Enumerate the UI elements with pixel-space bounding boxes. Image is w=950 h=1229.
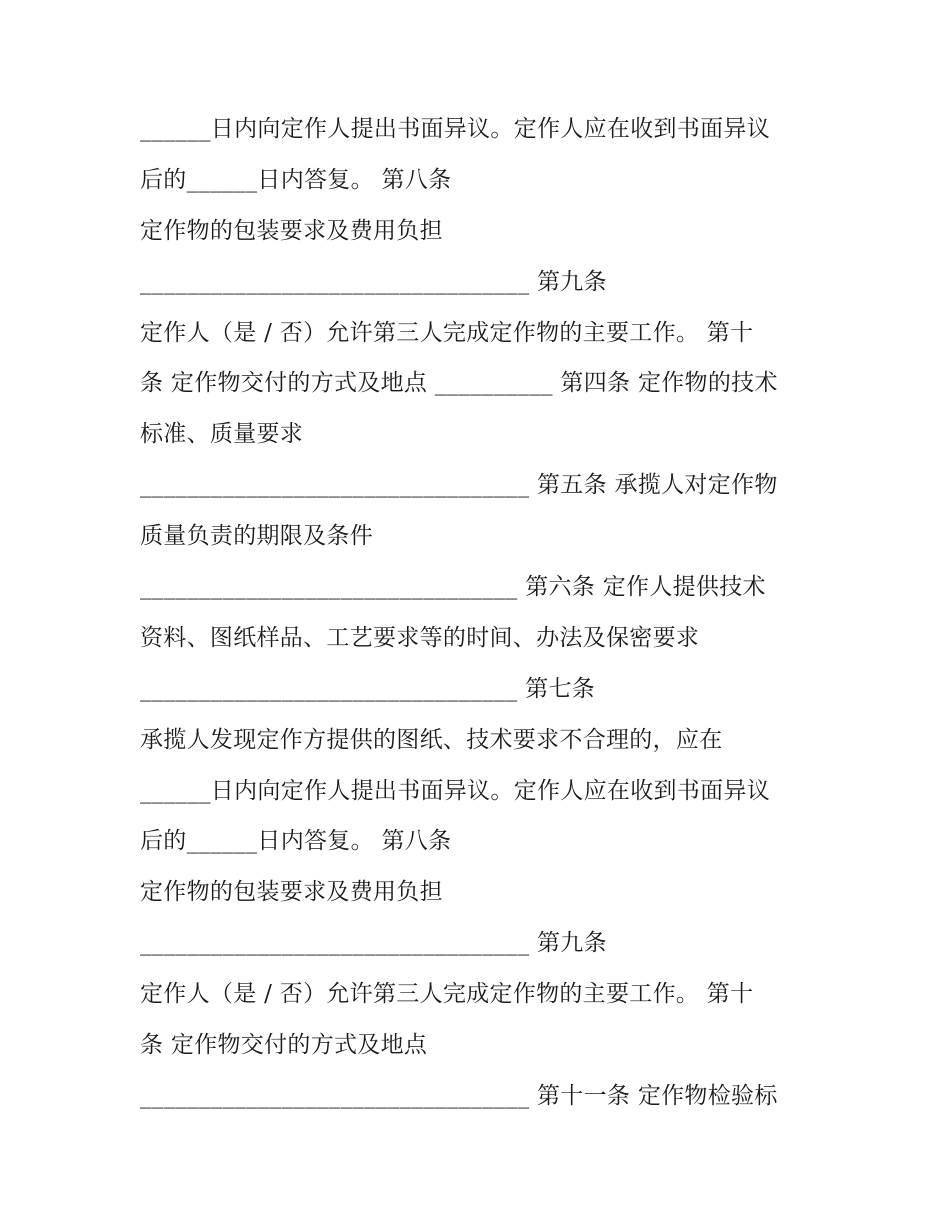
document-body: [140, 104, 830, 1122]
text-line: 定作物的包装要求及费用负担: [140, 217, 443, 244]
text-line: ______日内向定作人提出书面异议。定作人应在收到书面异议: [140, 116, 770, 142]
text-line: _________________________________ 第九条: [140, 268, 607, 295]
text-line: ________________________________ 第七条: [140, 675, 596, 702]
text-line: 标准、质量要求: [140, 421, 304, 448]
text-line: ________________________________ 第六条 定作人提供技术: [140, 574, 766, 601]
text-line: 承揽人发现定作方提供的图纸、技术要求不合理的，应在: [140, 726, 723, 753]
text-line: _________________________________ 第五条 承揽人对定作物: [140, 472, 778, 499]
text-line: 条 定作物交付的方式及地点 __________ 第四条 定作物的技术: [140, 370, 778, 397]
text-line: _________________________________ 第九条: [140, 930, 607, 957]
text-line: 定作人（是 / 否）允许第三人完成定作物的主要工作。 第十: [140, 981, 754, 1008]
text-line: 定作人（是 / 否）允许第三人完成定作物的主要工作。 第十: [140, 319, 754, 346]
text-line: 条 定作物交付的方式及地点: [140, 1032, 428, 1059]
text-line: 后的______日内答复。 第八条: [140, 166, 452, 193]
text-line: 定作物的包装要求及费用负担: [140, 879, 443, 906]
text-line: 质量负责的期限及条件: [140, 523, 373, 550]
text-line: 后的______日内答复。 第八条: [140, 828, 452, 855]
text-line: _________________________________ 第十一条 定作物检验标: [140, 1082, 778, 1109]
text-line: 资料、图纸样品、工艺要求等的时间、办法及保密要求: [140, 624, 700, 651]
text-line: ______日内向定作人提出书面异议。定作人应在收到书面异议: [140, 777, 770, 804]
